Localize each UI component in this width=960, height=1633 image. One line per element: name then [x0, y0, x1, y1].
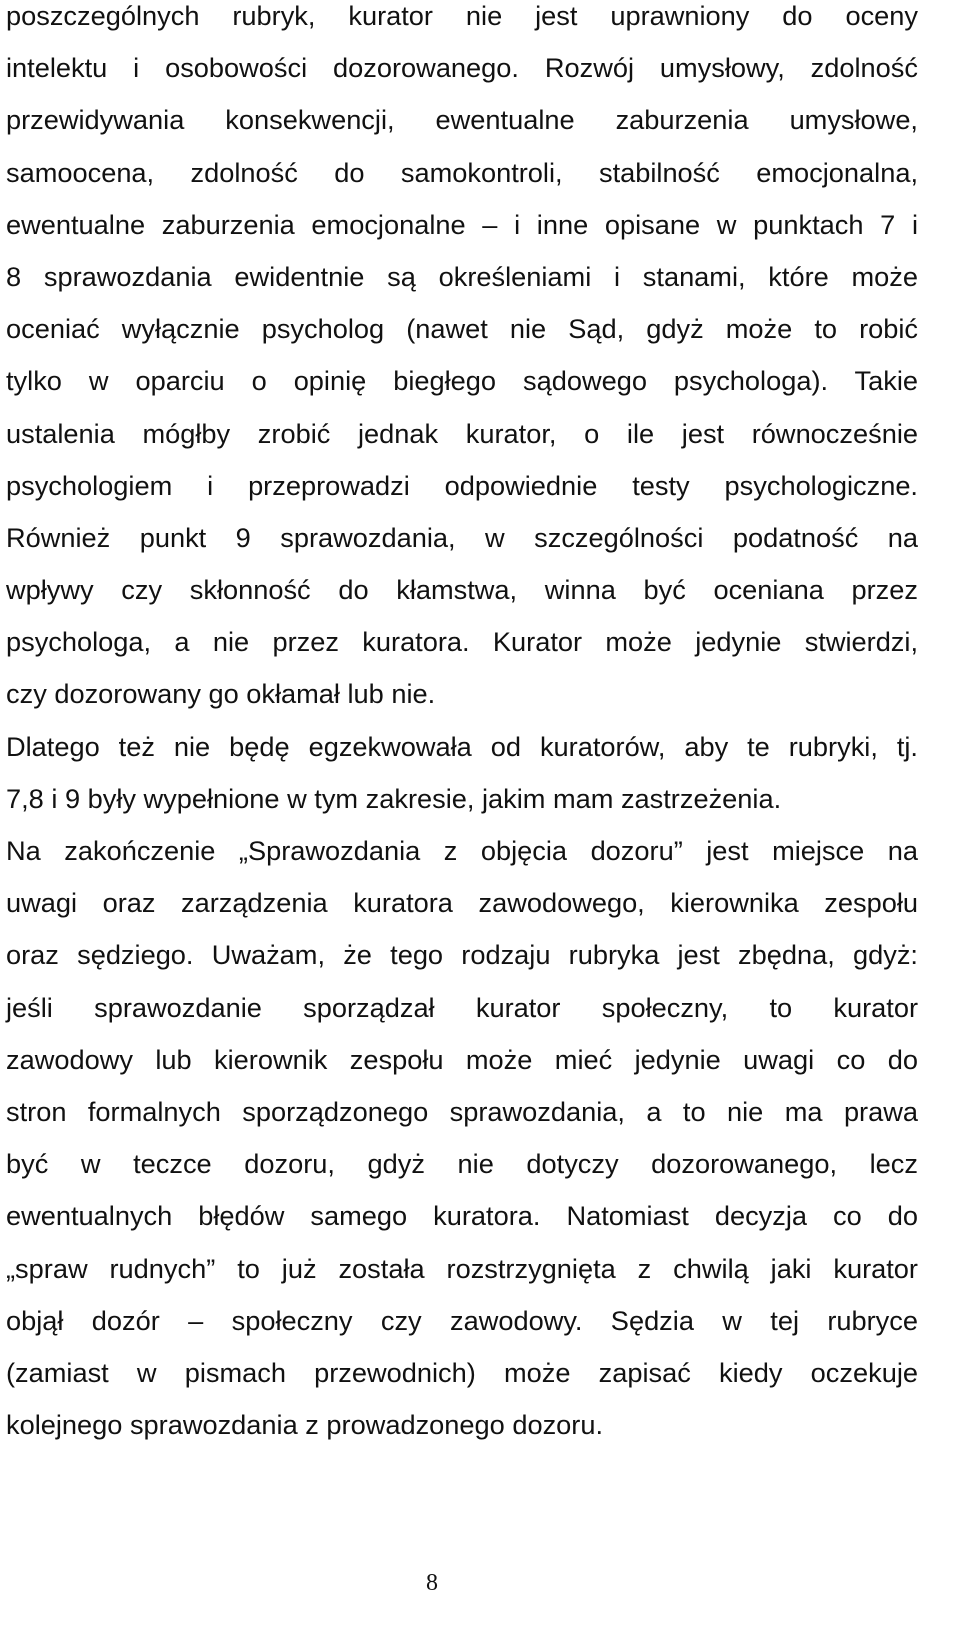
text-line: zawodowy lub kierownik zespołu może mieć jedynie uwagi co do — [6, 1043, 918, 1075]
text-line: ewentualnych błędów samego kuratora. Natomiast decyzja co do — [6, 1200, 918, 1232]
text-line: stron formalnych sporządzonego sprawozdania, a to nie ma prawa — [6, 1095, 918, 1127]
text-line: tylko w oparciu o opinię biegłego sądowego psychologa). Takie — [6, 365, 918, 397]
text-line: Dlatego też nie będę egzekwowała od kuratorów, aby te rubryki, tj. — [6, 730, 918, 762]
text-line: uwagi oraz zarządzenia kuratora zawodowego, kierownika zespołu — [6, 887, 918, 919]
text-line: psychologa, a nie przez kuratora. Kurator może jedynie stwierdzi, — [6, 626, 918, 658]
text-line: 7,8 i 9 były wypełnione w tym zakresie, jakim mam zastrzeżenia. — [6, 782, 782, 814]
text-line: psychologiem i przeprowadzi odpowiednie testy psychologiczne. — [6, 469, 918, 501]
text-line: 8 sprawozdania ewidentnie są określeniami i stanami, które może — [6, 260, 918, 292]
text-line: „spraw rudnych” to już została rozstrzygnięta z chwilą jaki kurator — [6, 1252, 918, 1284]
text-line: Na zakończenie „Sprawozdania z objęcia dozoru” jest miejsce na — [6, 835, 918, 866]
text-line: wpływy czy skłonność do kłamstwa, winna być oceniana przez — [6, 574, 918, 606]
text-line: ustalenia mógłby zrobić jednak kurator, o ile jest równocześnie — [6, 417, 918, 449]
text-line: (zamiast w pismach przewodnich) może zapisać kiedy oczekuje — [6, 1356, 918, 1388]
text-line: oraz sędziego. Uważam, że tego rodzaju rubryka jest zbędna, gdyż: — [6, 939, 918, 971]
text-line: oceniać wyłącznie psycholog (nawet nie Sąd, gdyż może to robić — [6, 313, 918, 345]
text-line: Również punkt 9 sprawozdania, w szczególności podatność na — [6, 521, 918, 553]
text-line: kolejnego sprawozdania z prowadzonego dozoru. — [6, 1409, 604, 1441]
text-line: jeśli sprawozdanie sporządzał kurator społeczny, to kurator — [6, 991, 918, 1023]
text-line: czy dozorowany go okłamał lub nie. — [6, 678, 436, 710]
text-line: przewidywania konsekwencji, ewentualne zaburzenia umysłowe, — [6, 104, 918, 136]
text-line: ewentualne zaburzenia emocjonalne – i inne opisane w punktach 7 i — [6, 208, 918, 240]
text-line: intelektu i osobowości dozorowanego. Rozwój umysłowy, zdolność — [6, 52, 918, 84]
page-number: 8 — [426, 1570, 438, 1596]
text-line: poszczególnych rubryk, kurator nie jest uprawniony do oceny — [6, 0, 918, 31]
text-line: objął dozór – społeczny czy zawodowy. Sędzia w tej rubryce — [6, 1304, 918, 1336]
text-line: być w teczce dozoru, gdyż nie dotyczy dozorowanego, lecz — [6, 1148, 918, 1180]
text-line: samoocena, zdolność do samokontroli, stabilność emocjonalna, — [6, 156, 918, 188]
body-text — [6, 0, 918, 1451]
